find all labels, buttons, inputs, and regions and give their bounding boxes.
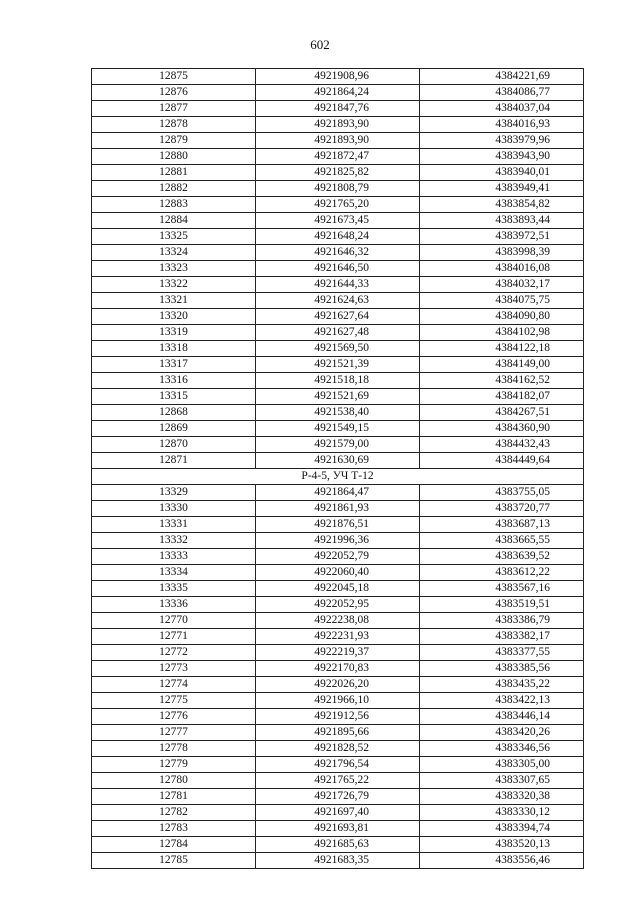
table-row: [92, 133, 584, 149]
table-row: [92, 837, 584, 853]
y-coordinate-cell: 4383940,01: [420, 165, 584, 181]
y-coordinate-cell: 4384267,51: [420, 405, 584, 421]
x-coordinate-cell: 4921908,96: [256, 69, 420, 85]
point-number-cell: 12868: [92, 405, 256, 421]
y-coordinate-cell: 4383422,13: [420, 693, 584, 709]
x-coordinate-cell: 4921521,69: [256, 389, 420, 405]
y-coordinate-cell: 4383307,65: [420, 773, 584, 789]
y-coordinate-cell: 4384360,90: [420, 421, 584, 437]
y-coordinate-cell: 4383305,00: [420, 757, 584, 773]
table-row: [92, 293, 584, 309]
point-number-cell: 12879: [92, 133, 256, 149]
y-coordinate-cell: 4383556,46: [420, 853, 584, 869]
y-coordinate-cell: 4384032,17: [420, 277, 584, 293]
y-coordinate-cell: 4383687,13: [420, 517, 584, 533]
x-coordinate-cell: 4921765,22: [256, 773, 420, 789]
point-number-cell: 13332: [92, 533, 256, 549]
point-number-cell: 12772: [92, 645, 256, 661]
point-number-cell: 12785: [92, 853, 256, 869]
y-coordinate-cell: 4383382,17: [420, 629, 584, 645]
table-row: [92, 709, 584, 725]
x-coordinate-cell: 4922231,93: [256, 629, 420, 645]
y-coordinate-cell: 4384182,07: [420, 389, 584, 405]
point-number-cell: 12884: [92, 213, 256, 229]
table-row: [92, 197, 584, 213]
x-coordinate-cell: 4922052,79: [256, 549, 420, 565]
x-coordinate-cell: 4921996,36: [256, 533, 420, 549]
y-coordinate-cell: 4383330,12: [420, 805, 584, 821]
coordinates-table-body: [92, 69, 584, 869]
y-coordinate-cell: 4383949,41: [420, 181, 584, 197]
y-coordinate-cell: 4383385,56: [420, 661, 584, 677]
point-number-cell: 13331: [92, 517, 256, 533]
point-number-cell: 13315: [92, 389, 256, 405]
x-coordinate-cell: 4921726,79: [256, 789, 420, 805]
y-coordinate-cell: 4383346,56: [420, 741, 584, 757]
point-number-cell: 12871: [92, 453, 256, 469]
x-coordinate-cell: 4921630,69: [256, 453, 420, 469]
table-row: [92, 661, 584, 677]
x-coordinate-cell: 4921518,18: [256, 373, 420, 389]
point-number-cell: 13321: [92, 293, 256, 309]
table-row: [92, 69, 584, 85]
x-coordinate-cell: 4921808,79: [256, 181, 420, 197]
table-row: [92, 485, 584, 501]
y-coordinate-cell: 4383979,96: [420, 133, 584, 149]
x-coordinate-cell: 4921872,47: [256, 149, 420, 165]
table-row: [92, 533, 584, 549]
point-number-cell: 12782: [92, 805, 256, 821]
point-number-cell: 13324: [92, 245, 256, 261]
table-row: [92, 341, 584, 357]
x-coordinate-cell: 4921521,39: [256, 357, 420, 373]
point-number-cell: 12777: [92, 725, 256, 741]
y-coordinate-cell: 4383665,55: [420, 533, 584, 549]
point-number-cell: 12773: [92, 661, 256, 677]
point-number-cell: 12775: [92, 693, 256, 709]
x-coordinate-cell: 4921697,40: [256, 805, 420, 821]
coordinates-table: [91, 68, 584, 869]
y-coordinate-cell: 4383520,13: [420, 837, 584, 853]
y-coordinate-cell: 4383519,51: [420, 597, 584, 613]
table-row: [92, 645, 584, 661]
y-coordinate-cell: 4384090,80: [420, 309, 584, 325]
y-coordinate-cell: 4383420,26: [420, 725, 584, 741]
table-row: [92, 821, 584, 837]
point-number-cell: 13325: [92, 229, 256, 245]
y-coordinate-cell: 4384221,69: [420, 69, 584, 85]
point-number-cell: 12877: [92, 101, 256, 117]
table-row: [92, 853, 584, 869]
y-coordinate-cell: 4383943,90: [420, 149, 584, 165]
section-title: Р-4-5, УЧ Т-12: [92, 469, 584, 485]
y-coordinate-cell: 4384075,75: [420, 293, 584, 309]
point-number-cell: 12779: [92, 757, 256, 773]
x-coordinate-cell: 4921864,47: [256, 485, 420, 501]
y-coordinate-cell: 4384122,18: [420, 341, 584, 357]
x-coordinate-cell: 4921828,52: [256, 741, 420, 757]
x-coordinate-cell: 4921646,32: [256, 245, 420, 261]
x-coordinate-cell: 4921627,48: [256, 325, 420, 341]
point-number-cell: 12778: [92, 741, 256, 757]
x-coordinate-cell: 4922238,08: [256, 613, 420, 629]
table-row: [92, 261, 584, 277]
page-number: 602: [310, 37, 330, 52]
point-number-cell: 12784: [92, 837, 256, 853]
x-coordinate-cell: 4922026,20: [256, 677, 420, 693]
x-coordinate-cell: 4922219,37: [256, 645, 420, 661]
point-number-cell: 12876: [92, 85, 256, 101]
x-coordinate-cell: 4921861,93: [256, 501, 420, 517]
table-row: [92, 677, 584, 693]
point-number-cell: 13319: [92, 325, 256, 341]
table-row: [92, 549, 584, 565]
x-coordinate-cell: 4921966,10: [256, 693, 420, 709]
y-coordinate-cell: 4384016,08: [420, 261, 584, 277]
y-coordinate-cell: 4384016,93: [420, 117, 584, 133]
y-coordinate-cell: 4383567,16: [420, 581, 584, 597]
table-row: [92, 389, 584, 405]
x-coordinate-cell: 4921624,63: [256, 293, 420, 309]
table-row: [92, 437, 584, 453]
point-number-cell: 13317: [92, 357, 256, 373]
x-coordinate-cell: 4921912,56: [256, 709, 420, 725]
y-coordinate-cell: 4383320,38: [420, 789, 584, 805]
point-number-cell: 13318: [92, 341, 256, 357]
table-row: [92, 757, 584, 773]
point-number-cell: 12883: [92, 197, 256, 213]
y-coordinate-cell: 4383446,14: [420, 709, 584, 725]
table-row: [92, 229, 584, 245]
y-coordinate-cell: 4384162,52: [420, 373, 584, 389]
x-coordinate-cell: 4922052,95: [256, 597, 420, 613]
point-number-cell: 12770: [92, 613, 256, 629]
x-coordinate-cell: 4921895,66: [256, 725, 420, 741]
x-coordinate-cell: 4922060,40: [256, 565, 420, 581]
x-coordinate-cell: 4922170,83: [256, 661, 420, 677]
y-coordinate-cell: 4383435,22: [420, 677, 584, 693]
x-coordinate-cell: 4921646,50: [256, 261, 420, 277]
table-row: [92, 309, 584, 325]
table-row: [92, 245, 584, 261]
table-row: [92, 805, 584, 821]
table-row: [92, 741, 584, 757]
table-row: [92, 357, 584, 373]
point-number-cell: 12875: [92, 69, 256, 85]
table-row: [92, 789, 584, 805]
table-row: [92, 165, 584, 181]
point-number-cell: 13322: [92, 277, 256, 293]
point-number-cell: 12878: [92, 117, 256, 133]
table-row: [92, 373, 584, 389]
point-number-cell: 13329: [92, 485, 256, 501]
y-coordinate-cell: 4383755,05: [420, 485, 584, 501]
table-row: [92, 501, 584, 517]
y-coordinate-cell: 4383639,52: [420, 549, 584, 565]
point-number-cell: 12781: [92, 789, 256, 805]
table-row: [92, 213, 584, 229]
x-coordinate-cell: 4921644,33: [256, 277, 420, 293]
table-row: [92, 405, 584, 421]
y-coordinate-cell: 4383893,44: [420, 213, 584, 229]
table-row: [92, 613, 584, 629]
table-row: [92, 149, 584, 165]
x-coordinate-cell: 4921825,82: [256, 165, 420, 181]
y-coordinate-cell: 4383720,77: [420, 501, 584, 517]
x-coordinate-cell: 4921847,76: [256, 101, 420, 117]
point-number-cell: 12776: [92, 709, 256, 725]
y-coordinate-cell: 4383612,22: [420, 565, 584, 581]
table-row: [92, 629, 584, 645]
point-number-cell: 12783: [92, 821, 256, 837]
table-row: [92, 773, 584, 789]
table-row: [92, 277, 584, 293]
table-row: [92, 453, 584, 469]
x-coordinate-cell: 4921579,00: [256, 437, 420, 453]
table-row: [92, 101, 584, 117]
table-row: [92, 693, 584, 709]
x-coordinate-cell: 4922045,18: [256, 581, 420, 597]
y-coordinate-cell: 4384086,77: [420, 85, 584, 101]
point-number-cell: 13336: [92, 597, 256, 613]
table-row: [92, 517, 584, 533]
x-coordinate-cell: 4921648,24: [256, 229, 420, 245]
table-row: [92, 117, 584, 133]
x-coordinate-cell: 4921569,50: [256, 341, 420, 357]
table-row: [92, 181, 584, 197]
point-number-cell: 13335: [92, 581, 256, 597]
x-coordinate-cell: 4921864,24: [256, 85, 420, 101]
x-coordinate-cell: 4921765,20: [256, 197, 420, 213]
x-coordinate-cell: 4921549,15: [256, 421, 420, 437]
section-header-row: [92, 469, 584, 485]
point-number-cell: 12780: [92, 773, 256, 789]
x-coordinate-cell: 4921693,81: [256, 821, 420, 837]
y-coordinate-cell: 4384449,64: [420, 453, 584, 469]
y-coordinate-cell: 4384149,00: [420, 357, 584, 373]
x-coordinate-cell: 4921893,90: [256, 117, 420, 133]
point-number-cell: 13330: [92, 501, 256, 517]
table-row: [92, 597, 584, 613]
point-number-cell: 12882: [92, 181, 256, 197]
x-coordinate-cell: 4921685,63: [256, 837, 420, 853]
table-row: [92, 581, 584, 597]
point-number-cell: 12869: [92, 421, 256, 437]
table-row: [92, 421, 584, 437]
x-coordinate-cell: 4921538,40: [256, 405, 420, 421]
point-number-cell: 13316: [92, 373, 256, 389]
table-row: [92, 85, 584, 101]
y-coordinate-cell: 4383998,39: [420, 245, 584, 261]
y-coordinate-cell: 4383854,82: [420, 197, 584, 213]
x-coordinate-cell: 4921876,51: [256, 517, 420, 533]
y-coordinate-cell: 4383394,74: [420, 821, 584, 837]
table-row: [92, 725, 584, 741]
point-number-cell: 13323: [92, 261, 256, 277]
table-row: [92, 325, 584, 341]
point-number-cell: 12880: [92, 149, 256, 165]
y-coordinate-cell: 4383972,51: [420, 229, 584, 245]
x-coordinate-cell: 4921893,90: [256, 133, 420, 149]
x-coordinate-cell: 4921627,64: [256, 309, 420, 325]
point-number-cell: 12771: [92, 629, 256, 645]
x-coordinate-cell: 4921683,35: [256, 853, 420, 869]
x-coordinate-cell: 4921673,45: [256, 213, 420, 229]
point-number-cell: 12881: [92, 165, 256, 181]
point-number-cell: 12870: [92, 437, 256, 453]
point-number-cell: 12774: [92, 677, 256, 693]
point-number-cell: 13333: [92, 549, 256, 565]
y-coordinate-cell: 4384037,04: [420, 101, 584, 117]
point-number-cell: 13334: [92, 565, 256, 581]
y-coordinate-cell: 4383377,55: [420, 645, 584, 661]
x-coordinate-cell: 4921796,54: [256, 757, 420, 773]
y-coordinate-cell: 4383386,79: [420, 613, 584, 629]
point-number-cell: 13320: [92, 309, 256, 325]
y-coordinate-cell: 4384102,98: [420, 325, 584, 341]
y-coordinate-cell: 4384432,43: [420, 437, 584, 453]
table-row: [92, 565, 584, 581]
